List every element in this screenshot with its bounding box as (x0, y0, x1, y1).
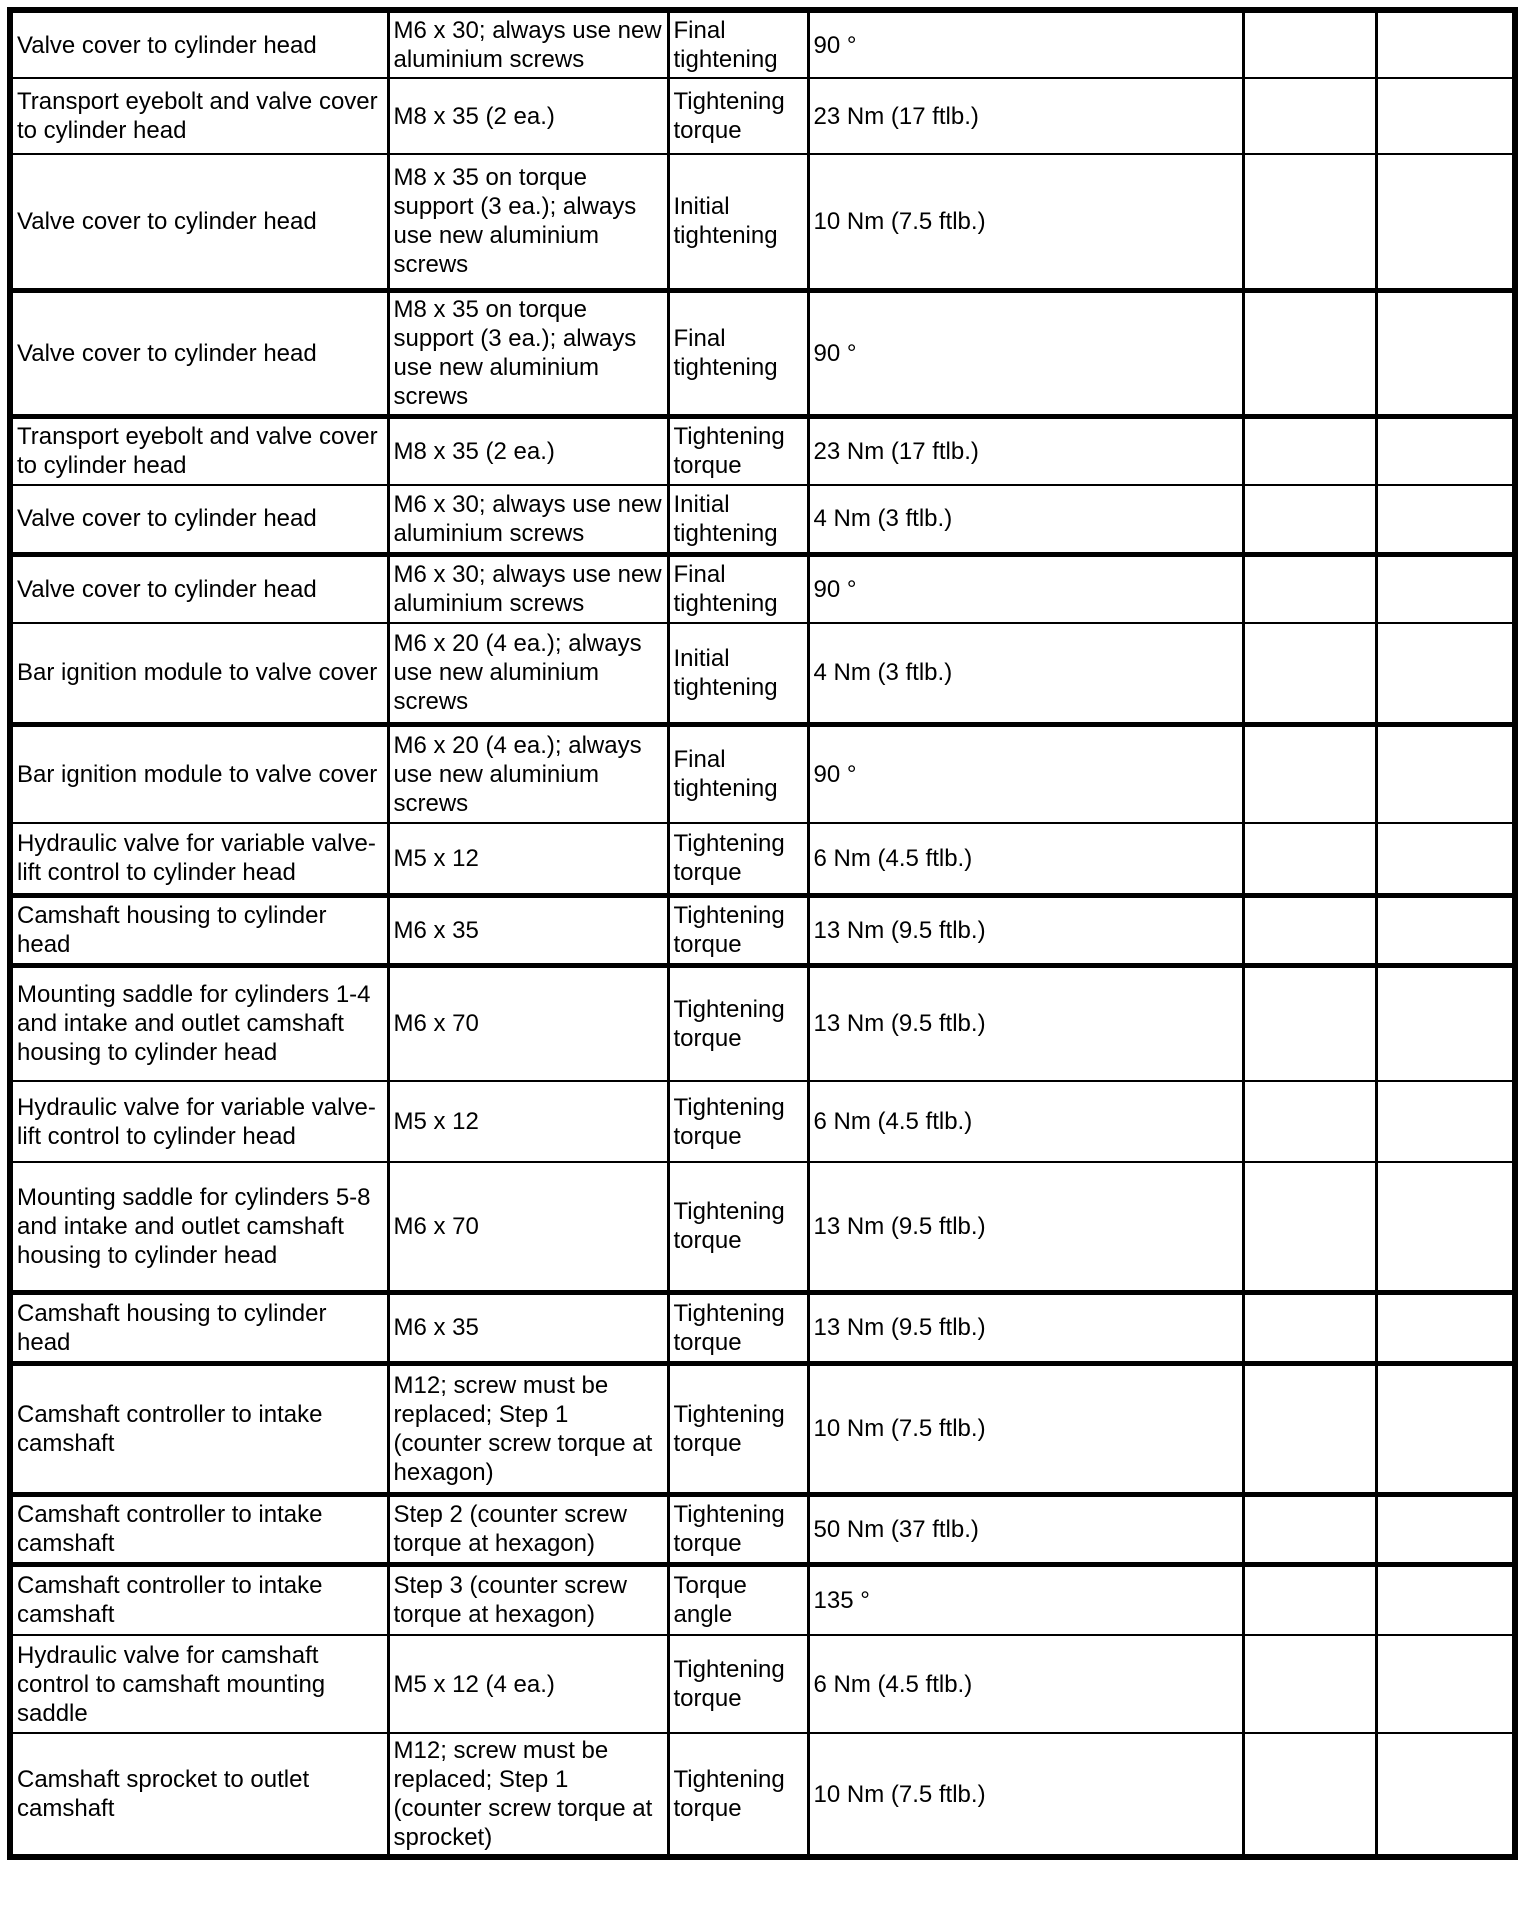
torque-spec-table (7, 7, 1518, 1860)
fastener-cell: M6 x 20 (4 ea.); always use new aluminium screws (388, 623, 668, 724)
component-cell: Hydraulic valve for variable valve-lift control to cylinder head (10, 823, 388, 895)
empty-cell-1 (1243, 1363, 1376, 1494)
operation-cell: Final tightening (668, 554, 808, 623)
component-cell: Valve cover to cylinder head (10, 554, 388, 623)
table-row (10, 154, 1515, 290)
operation-cell: Tightening torque (668, 1081, 808, 1162)
operation-cell: Tightening torque (668, 1494, 808, 1564)
empty-cell-1 (1243, 724, 1376, 823)
value-cell: 4 Nm (3 ftlb.) (808, 485, 1243, 554)
component-cell: Valve cover to cylinder head (10, 485, 388, 554)
operation-cell: Tightening torque (668, 823, 808, 895)
operation-cell: Final tightening (668, 10, 808, 78)
operation-cell: Tightening torque (668, 1162, 808, 1292)
empty-cell-2 (1376, 154, 1515, 290)
table-row (10, 965, 1515, 1081)
empty-cell-1 (1243, 1162, 1376, 1292)
fastener-cell: M6 x 30; always use new aluminium screws (388, 485, 668, 554)
table-row (10, 1733, 1515, 1857)
fastener-cell: M6 x 30; always use new aluminium screws (388, 554, 668, 623)
fastener-cell: M6 x 70 (388, 965, 668, 1081)
operation-cell: Final tightening (668, 290, 808, 416)
fastener-cell: Step 3 (counter screw torque at hexagon) (388, 1564, 668, 1635)
operation-cell: Tightening torque (668, 895, 808, 965)
table-row (10, 1363, 1515, 1494)
value-cell: 4 Nm (3 ftlb.) (808, 623, 1243, 724)
value-cell: 13 Nm (9.5 ftlb.) (808, 1292, 1243, 1363)
table-row (10, 1635, 1515, 1733)
value-cell: 6 Nm (4.5 ftlb.) (808, 1635, 1243, 1733)
empty-cell-2 (1376, 1733, 1515, 1857)
empty-cell-2 (1376, 290, 1515, 416)
value-cell: 90 ° (808, 10, 1243, 78)
empty-cell-1 (1243, 485, 1376, 554)
value-cell: 13 Nm (9.5 ftlb.) (808, 895, 1243, 965)
component-cell: Hydraulic valve for variable valve-lift control to cylinder head (10, 1081, 388, 1162)
empty-cell-1 (1243, 1494, 1376, 1564)
value-cell: 13 Nm (9.5 ftlb.) (808, 1162, 1243, 1292)
fastener-cell: M6 x 30; always use new aluminium screws (388, 10, 668, 78)
empty-cell-2 (1376, 78, 1515, 154)
fastener-cell: M6 x 35 (388, 1292, 668, 1363)
empty-cell-1 (1243, 78, 1376, 154)
operation-cell: Tightening torque (668, 965, 808, 1081)
empty-cell-1 (1243, 1564, 1376, 1635)
table-row (10, 1564, 1515, 1635)
fastener-cell: M5 x 12 (388, 1081, 668, 1162)
component-cell: Camshaft controller to intake camshaft (10, 1564, 388, 1635)
table-row (10, 554, 1515, 623)
empty-cell-2 (1376, 724, 1515, 823)
component-cell: Camshaft housing to cylinder head (10, 895, 388, 965)
component-cell: Camshaft controller to intake camshaft (10, 1494, 388, 1564)
fastener-cell: M5 x 12 (4 ea.) (388, 1635, 668, 1733)
empty-cell-2 (1376, 823, 1515, 895)
empty-cell-1 (1243, 965, 1376, 1081)
value-cell: 6 Nm (4.5 ftlb.) (808, 1081, 1243, 1162)
fastener-cell: M8 x 35 (2 ea.) (388, 78, 668, 154)
table-row (10, 895, 1515, 965)
fastener-cell: M6 x 20 (4 ea.); always use new aluminium screws (388, 724, 668, 823)
empty-cell-2 (1376, 895, 1515, 965)
table-row (10, 1081, 1515, 1162)
empty-cell-2 (1376, 10, 1515, 78)
empty-cell-2 (1376, 1494, 1515, 1564)
operation-cell: Initial tightening (668, 623, 808, 724)
operation-cell: Tightening torque (668, 78, 808, 154)
value-cell: 135 ° (808, 1564, 1243, 1635)
component-cell: Valve cover to cylinder head (10, 154, 388, 290)
value-cell: 90 ° (808, 554, 1243, 623)
fastener-cell: M12; screw must be replaced; Step 1 (counter screw torque at sprocket) (388, 1733, 668, 1857)
empty-cell-2 (1376, 1635, 1515, 1733)
component-cell: Camshaft sprocket to outlet camshaft (10, 1733, 388, 1857)
value-cell: 10 Nm (7.5 ftlb.) (808, 154, 1243, 290)
table-row (10, 623, 1515, 724)
table-row (10, 485, 1515, 554)
table-row (10, 290, 1515, 416)
empty-cell-1 (1243, 1635, 1376, 1733)
fastener-cell: M6 x 35 (388, 895, 668, 965)
fastener-cell: M6 x 70 (388, 1162, 668, 1292)
table-row (10, 1292, 1515, 1363)
fastener-cell: M12; screw must be replaced; Step 1 (counter screw torque at hexagon) (388, 1363, 668, 1494)
empty-cell-2 (1376, 1081, 1515, 1162)
operation-cell: Initial tightening (668, 485, 808, 554)
table-row (10, 416, 1515, 485)
empty-cell-1 (1243, 623, 1376, 724)
value-cell: 10 Nm (7.5 ftlb.) (808, 1363, 1243, 1494)
operation-cell: Initial tightening (668, 154, 808, 290)
operation-cell: Final tightening (668, 724, 808, 823)
fastener-cell: M5 x 12 (388, 823, 668, 895)
value-cell: 10 Nm (7.5 ftlb.) (808, 1733, 1243, 1857)
component-cell: Mounting saddle for cylinders 1-4 and intake and outlet camshaft housing to cylinder head (10, 965, 388, 1081)
empty-cell-2 (1376, 1292, 1515, 1363)
component-cell: Valve cover to cylinder head (10, 290, 388, 416)
empty-cell-2 (1376, 965, 1515, 1081)
table-body (10, 10, 1515, 1857)
operation-cell: Tightening torque (668, 1635, 808, 1733)
empty-cell-1 (1243, 554, 1376, 623)
empty-cell-1 (1243, 10, 1376, 78)
empty-cell-1 (1243, 290, 1376, 416)
component-cell: Valve cover to cylinder head (10, 10, 388, 78)
operation-cell: Tightening torque (668, 1292, 808, 1363)
value-cell: 23 Nm (17 ftlb.) (808, 416, 1243, 485)
table-row (10, 10, 1515, 78)
value-cell: 90 ° (808, 290, 1243, 416)
table-row (10, 1494, 1515, 1564)
fastener-cell: M8 x 35 on torque support (3 ea.); always use new aluminium screws (388, 290, 668, 416)
component-cell: Transport eyebolt and valve cover to cylinder head (10, 78, 388, 154)
fastener-cell: M8 x 35 (2 ea.) (388, 416, 668, 485)
component-cell: Bar ignition module to valve cover (10, 724, 388, 823)
value-cell: 23 Nm (17 ftlb.) (808, 78, 1243, 154)
component-cell: Mounting saddle for cylinders 5-8 and intake and outlet camshaft housing to cylinder head (10, 1162, 388, 1292)
component-cell: Transport eyebolt and valve cover to cylinder head (10, 416, 388, 485)
fastener-cell: Step 2 (counter screw torque at hexagon) (388, 1494, 668, 1564)
table-row (10, 823, 1515, 895)
component-cell: Camshaft controller to intake camshaft (10, 1363, 388, 1494)
empty-cell-2 (1376, 623, 1515, 724)
empty-cell-1 (1243, 823, 1376, 895)
empty-cell-2 (1376, 1564, 1515, 1635)
empty-cell-1 (1243, 895, 1376, 965)
operation-cell: Tightening torque (668, 416, 808, 485)
component-cell: Hydraulic valve for camshaft control to camshaft mounting saddle (10, 1635, 388, 1733)
empty-cell-1 (1243, 416, 1376, 485)
value-cell: 13 Nm (9.5 ftlb.) (808, 965, 1243, 1081)
operation-cell: Tightening torque (668, 1733, 808, 1857)
value-cell: 6 Nm (4.5 ftlb.) (808, 823, 1243, 895)
table-row (10, 724, 1515, 823)
empty-cell-1 (1243, 154, 1376, 290)
empty-cell-1 (1243, 1081, 1376, 1162)
value-cell: 90 ° (808, 724, 1243, 823)
fastener-cell: M8 x 35 on torque support (3 ea.); always use new aluminium screws (388, 154, 668, 290)
empty-cell-2 (1376, 485, 1515, 554)
component-cell: Camshaft housing to cylinder head (10, 1292, 388, 1363)
table-row (10, 78, 1515, 154)
component-cell: Bar ignition module to valve cover (10, 623, 388, 724)
operation-cell: Torque angle (668, 1564, 808, 1635)
value-cell: 50 Nm (37 ftlb.) (808, 1494, 1243, 1564)
empty-cell-1 (1243, 1733, 1376, 1857)
empty-cell-2 (1376, 1363, 1515, 1494)
operation-cell: Tightening torque (668, 1363, 808, 1494)
empty-cell-2 (1376, 554, 1515, 623)
empty-cell-1 (1243, 1292, 1376, 1363)
empty-cell-2 (1376, 416, 1515, 485)
empty-cell-2 (1376, 1162, 1515, 1292)
table-row (10, 1162, 1515, 1292)
